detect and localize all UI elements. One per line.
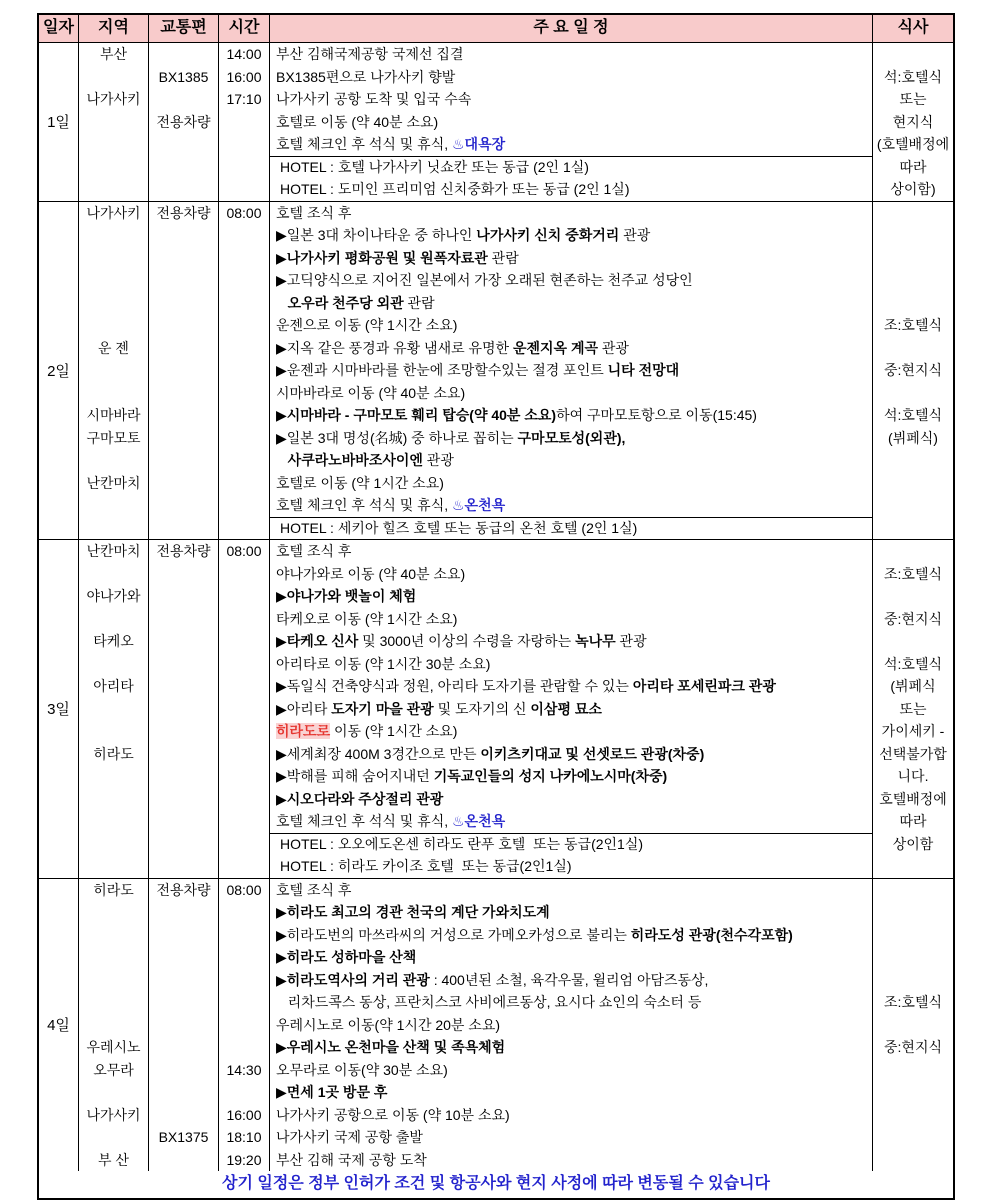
schedule-text: 히라도역사의 거리 관광 — [286, 971, 430, 988]
transport-label: 전용차량 — [156, 204, 211, 221]
schedule-text: ▶ — [276, 633, 287, 649]
meal-label: 니다. — [897, 768, 929, 784]
schedule-line — [270, 1126, 872, 1149]
header-col-schedule: 주 요 일 정 — [270, 15, 873, 42]
meal-label: 석:호텔식 — [884, 407, 942, 423]
schedule-text: 호텔로 이동 (약 1시간 소요) — [276, 474, 444, 491]
hotel-line — [270, 517, 872, 540]
region-cell — [79, 879, 149, 1172]
schedule-line — [270, 765, 872, 788]
header-col-meal: 식사 — [897, 19, 929, 36]
transport-cell — [149, 879, 219, 1172]
schedule-text: 호텔로 이동 (약 40분 소요) — [276, 113, 439, 130]
schedule-text: ▶아리타 — [276, 700, 332, 717]
header-col-time: 시간 — [219, 15, 270, 42]
schedule-line — [270, 88, 872, 111]
schedule-text: 시마바라로 이동 (약 40분 소요) — [276, 384, 466, 401]
day-row-2 — [39, 202, 953, 541]
schedule-text: 면세 1곳 방문 후 — [286, 1084, 388, 1100]
schedule-text: 나가사키 공항으로 이동 (약 10분 소요) — [276, 1106, 510, 1123]
schedule-line — [270, 743, 872, 766]
meal-label: 중:현지식 — [884, 1039, 942, 1055]
hotel-line — [270, 833, 872, 856]
schedule-line — [270, 969, 872, 992]
schedule-text — [276, 295, 288, 311]
time-label: 08:00 — [226, 881, 262, 898]
schedule-text: 이키츠키대교 및 선셋로드 관광(차중) — [480, 745, 705, 762]
schedule-text: 이삼평 묘소 — [530, 700, 602, 717]
table-header-row — [39, 15, 953, 43]
schedule-text: 나가사키 국제 공항 출발 — [276, 1129, 423, 1145]
schedule-text: ▶ — [276, 790, 287, 807]
region-label: 난칸마치 — [86, 474, 141, 491]
schedule-text: 타케오로 이동 (약 1시간 소요) — [276, 610, 458, 627]
transport-cell — [149, 540, 219, 878]
time-label: 14:30 — [226, 1061, 262, 1078]
schedule-line — [270, 788, 872, 811]
schedule-text: 호텔 조식 후 — [276, 881, 352, 898]
schedule-text: ▶운젠과 시마바라를 한눈에 조망할수있는 절경 포인트 — [276, 362, 608, 378]
schedule-text: 오우라 천주당 외관 — [287, 294, 404, 311]
schedule-text: 나가사키 공항 도착 및 입국 수속 — [276, 91, 472, 107]
meal-label: 조:호텔식 — [884, 317, 942, 333]
header-col-region: 지역 — [79, 15, 149, 42]
meal-label: 따라 — [899, 813, 927, 829]
meal-cell — [873, 202, 953, 540]
schedule-text: 이동 (약 1시간 소요) — [330, 723, 458, 739]
schedule-line — [270, 404, 872, 427]
schedule-text: 사쿠라노바바조사이엔 — [287, 452, 423, 468]
time-label: 19:20 — [226, 1151, 262, 1168]
schedule-text: 기독교인들의 성지 나카에노시마(차중) — [433, 768, 668, 784]
schedule-text: 오무라로 이동(약 30분 소요) — [276, 1061, 448, 1078]
schedule-text: ▶ — [276, 1084, 287, 1100]
time-label: 08:00 — [226, 543, 262, 559]
schedule-line — [270, 1014, 872, 1037]
meal-label: 석:호텔식 — [884, 655, 942, 672]
itinerary-table — [37, 13, 955, 1200]
schedule-line — [270, 924, 872, 947]
schedule-text: HOTEL : 도미인 프리미엄 신치중화가 또는 동급 (2인 1실) — [280, 181, 630, 197]
time-cell — [219, 879, 270, 1172]
schedule-line — [270, 111, 872, 134]
schedule-line — [270, 675, 872, 698]
schedule-text: 호텔 조식 후 — [276, 543, 352, 559]
schedule-text: 야나가와 뱃놀이 체험 — [286, 588, 417, 604]
schedule-text: 타케오 신사 — [286, 633, 359, 649]
region-label: 운 젠 — [98, 339, 129, 356]
schedule-text: 운젠지옥 계곡 — [512, 339, 599, 356]
schedule-cell — [270, 202, 873, 540]
day-label: 1일 — [39, 43, 79, 201]
region-label: 나가사키 — [86, 91, 141, 107]
region-label: 타케오 — [93, 633, 134, 649]
schedule-line — [270, 224, 872, 247]
schedule-text: 호텔 체크인 후 석식 및 휴식, — [276, 497, 452, 513]
schedule-line — [270, 991, 872, 1014]
schedule-text: 나가사키 신치 중화거리 — [476, 227, 620, 243]
schedule-text: ▶ — [276, 971, 287, 988]
schedule-text: ▶ — [276, 588, 287, 604]
time-cell — [219, 43, 270, 201]
schedule-line — [270, 449, 872, 472]
schedule-line — [270, 472, 872, 495]
day-label: 4일 — [39, 879, 79, 1172]
day-row-3 — [39, 540, 953, 879]
schedule-line — [270, 337, 872, 360]
region-label: 히라도 — [93, 881, 134, 898]
header-col-transport: 교통편 — [149, 15, 219, 42]
time-cell — [219, 202, 270, 540]
schedule-line — [270, 202, 872, 225]
day-label: 3일 — [39, 540, 79, 878]
schedule-line — [270, 540, 872, 563]
schedule-line — [270, 630, 872, 653]
schedule-text: ▶히라도번의 마쓰라씨의 거성으로 가메오카성으로 불리는 — [276, 926, 631, 943]
schedule-text: BX1385편으로 나가사키 향발 — [276, 68, 456, 85]
red-highlight: 히라도로 — [276, 723, 331, 739]
schedule-text: 관광 — [598, 339, 629, 356]
region-cell — [79, 202, 149, 540]
time-label: 16:00 — [226, 68, 262, 85]
schedule-text: 나가사키 평화공원 및 원폭자료관 — [286, 249, 488, 266]
hotel-line — [270, 855, 872, 878]
meal-label: 따라 — [899, 158, 927, 175]
meal-label: (뷔페식) — [888, 429, 938, 446]
day-row-4 — [39, 879, 953, 1172]
schedule-line — [270, 585, 872, 608]
region-label: 부 산 — [98, 1151, 129, 1168]
region-cell — [79, 43, 149, 201]
region-cell — [79, 540, 149, 878]
meal-label: 호텔배정에 — [879, 790, 947, 807]
schedule-line — [270, 359, 872, 382]
schedule-text: 히라도 성하마을 산책 — [286, 949, 417, 965]
schedule-line — [270, 292, 872, 315]
region-label: 나가사키 — [86, 204, 141, 221]
meal-label: 조:호텔식 — [884, 994, 942, 1010]
schedule-text: 우레시노 온천마을 산책 및 족욕체험 — [286, 1039, 506, 1055]
schedule-text: HOTEL : 세키아 힐즈 호텔 또는 동급의 온천 호텔 (2인 1실) — [280, 519, 638, 536]
meal-label: 조:호텔식 — [884, 565, 942, 582]
schedule-text: ▶고딕양식으로 지어진 일본에서 가장 오래된 현존하는 천주교 성당인 — [276, 272, 693, 288]
schedule-line — [270, 247, 872, 270]
time-label: 18:10 — [226, 1129, 262, 1145]
schedule-text: ▶ — [276, 249, 287, 266]
transport-label: 전용차량 — [156, 113, 211, 130]
schedule-cell — [270, 43, 873, 201]
schedule-text: : 400년된 소철, 육각우물, 윌리엄 아담즈동상, — [429, 971, 709, 988]
schedule-line — [270, 1059, 872, 1082]
meal-label: 중:현지식 — [884, 362, 942, 378]
schedule-text: 부산 김해 국제 공항 도착 — [276, 1151, 427, 1168]
schedule-text: ▶세계최장 400M 3경간으로 만든 — [276, 745, 481, 762]
schedule-line — [270, 946, 872, 969]
meal-label: 선택불가합 — [879, 745, 947, 762]
schedule-text: ▶ — [276, 904, 287, 920]
schedule-line — [270, 653, 872, 676]
schedule-line — [270, 1149, 872, 1172]
day-label: 2일 — [39, 202, 79, 540]
schedule-line — [270, 66, 872, 89]
schedule-text: ▶ — [276, 949, 287, 965]
transport-label: 전용차량 — [156, 881, 211, 898]
schedule-text: HOTEL : 히라도 카이조 호텔 또는 동급(2인1실) — [280, 858, 572, 874]
schedule-text: ▶독일식 건축양식과 정원, 아리타 도자기를 관람할 수 있는 — [276, 678, 633, 694]
schedule-line — [270, 494, 872, 517]
schedule-text: 야나가와로 이동 (약 40분 소요) — [276, 565, 466, 582]
transport-label: BX1375 — [158, 1129, 209, 1145]
schedule-text: 시오다라와 주상절리 관광 — [286, 790, 444, 807]
schedule-text: 호텔 조식 후 — [276, 204, 352, 221]
schedule-text: 부산 김해국제공항 국제선 집결 — [276, 46, 464, 62]
schedule-line — [270, 810, 872, 833]
schedule-text: 리차드콕스 동상, 프란치스코 사비에르동상, 요시다 쇼인의 숙소터 등 — [276, 994, 702, 1010]
schedule-line — [270, 427, 872, 450]
schedule-text: 호텔 체크인 후 석식 및 휴식, — [276, 136, 452, 152]
footer-notice-row — [39, 1171, 953, 1198]
day-row-1 — [39, 43, 953, 202]
footer-notice: 상기 일정은 정부 인허가 조건 및 항공사와 현지 사정에 따라 변동될 수 있습니다 — [222, 1175, 770, 1192]
schedule-line — [270, 698, 872, 721]
schedule-text: 및 도자기의 신 — [433, 700, 531, 717]
meal-cell — [873, 43, 953, 201]
region-label: 야나가와 — [86, 588, 141, 604]
meal-label: (뷔페식 — [890, 678, 936, 694]
meal-cell — [873, 540, 953, 878]
schedule-line — [270, 879, 872, 902]
schedule-line — [270, 563, 872, 586]
schedule-text: 관광 — [615, 633, 647, 649]
schedule-text: ▶지옥 같은 풍경과 유황 냄새로 유명한 — [276, 339, 513, 356]
schedule-text: 관광 — [422, 452, 454, 468]
transport-label: BX1385 — [158, 68, 209, 85]
region-label: 오무라 — [93, 1061, 134, 1078]
time-label: 14:00 — [226, 46, 262, 62]
meal-label: 상이함) — [890, 181, 936, 197]
schedule-text — [276, 452, 288, 468]
schedule-line — [270, 1081, 872, 1104]
meal-label: 중:현지식 — [884, 610, 942, 627]
schedule-text: ▶ — [276, 1039, 287, 1055]
schedule-line — [270, 720, 872, 743]
schedule-line — [270, 901, 872, 924]
transport-cell — [149, 43, 219, 201]
hot-spring-highlight: ♨대욕장 — [452, 136, 506, 152]
schedule-text: ▶ — [276, 407, 287, 423]
schedule-text: 구마모토성(외관), — [517, 429, 626, 446]
region-label: 부산 — [99, 46, 128, 62]
schedule-text: 시마바라 - 구마모토 훼리 탑승(약 40분 소요) — [286, 407, 557, 423]
hotel-line — [270, 156, 872, 179]
meal-label: (호텔배정에 — [876, 136, 950, 152]
region-label: 난칸마치 — [86, 543, 141, 559]
time-label: 08:00 — [226, 204, 262, 221]
schedule-text: 호텔 체크인 후 석식 및 휴식, — [276, 813, 452, 829]
schedule-line — [270, 1104, 872, 1127]
schedule-text: 녹나무 — [575, 633, 616, 649]
meal-label: 상이함 — [892, 835, 934, 852]
schedule-line — [270, 269, 872, 292]
transport-label: 전용차량 — [156, 543, 211, 559]
meal-label: 또는 — [899, 91, 927, 107]
schedule-text: 하여 구마모토항으로 이동(15:45) — [556, 407, 757, 423]
meal-label: 석:호텔식 — [884, 68, 942, 85]
schedule-text: ▶박해를 피해 숨어지내던 — [276, 768, 434, 784]
hot-spring-highlight: ♨온천욕 — [452, 813, 506, 829]
hot-spring-highlight: ♨온천욕 — [452, 497, 506, 513]
schedule-line — [270, 1036, 872, 1059]
schedule-text: HOTEL : 오오에도온센 히라도 란푸 호텔 또는 동급(2인1실) — [280, 835, 644, 852]
schedule-text: 운젠으로 이동 (약 1시간 소요) — [276, 317, 458, 333]
region-label: 아리타 — [93, 678, 134, 694]
schedule-text: 아리타 포세린파크 관광 — [632, 678, 776, 694]
schedule-text: 및 3000년 이상의 수령을 자랑하는 — [358, 633, 576, 649]
meal-cell — [873, 879, 953, 1172]
schedule-text: 우레시노로 이동(약 1시간 20분 소요) — [276, 1016, 501, 1033]
schedule-text: 관람 — [403, 294, 435, 311]
schedule-cell — [270, 540, 873, 878]
schedule-text: 아리타로 이동 (약 1시간 30분 소요) — [276, 655, 491, 672]
transport-cell — [149, 202, 219, 540]
schedule-line — [270, 43, 872, 66]
schedule-text: HOTEL : 호텔 나가사키 닛쇼칸 또는 동급 (2인 1실) — [280, 158, 589, 175]
region-label: 시마바라 — [86, 407, 141, 423]
meal-label: 가이세키 - — [881, 723, 945, 739]
schedule-text: 관람 — [487, 249, 519, 266]
time-label: 16:00 — [226, 1106, 262, 1123]
schedule-line — [270, 608, 872, 631]
schedule-text: 관광 — [619, 227, 651, 243]
schedule-text: 히라도 최고의 경관 천국의 계단 가와치도계 — [286, 904, 550, 920]
schedule-line — [270, 133, 872, 156]
schedule-text: 도자기 마을 관광 — [331, 700, 434, 717]
region-label: 히라도 — [93, 745, 134, 762]
time-cell — [219, 540, 270, 878]
schedule-text: 니타 전망대 — [607, 362, 680, 378]
schedule-text: 히라도성 관광(천수각포함) — [630, 926, 793, 943]
meal-label: 현지식 — [892, 113, 934, 130]
schedule-text: ▶일본 3대 차이나타운 중 하나인 — [276, 227, 477, 243]
time-label: 17:10 — [226, 91, 262, 107]
region-label: 나가사키 — [86, 1106, 141, 1123]
days-container — [39, 43, 953, 1171]
hotel-line — [270, 178, 872, 201]
meal-label: 또는 — [899, 700, 927, 717]
schedule-line — [270, 382, 872, 405]
region-label: 구마모토 — [86, 429, 141, 446]
header-col-day: 일자 — [39, 15, 79, 42]
region-label: 우레시노 — [86, 1039, 141, 1055]
schedule-line — [270, 314, 872, 337]
schedule-cell — [270, 879, 873, 1172]
schedule-text: ▶일본 3대 명성(名城) 중 하나로 꼽히는 — [276, 429, 518, 446]
